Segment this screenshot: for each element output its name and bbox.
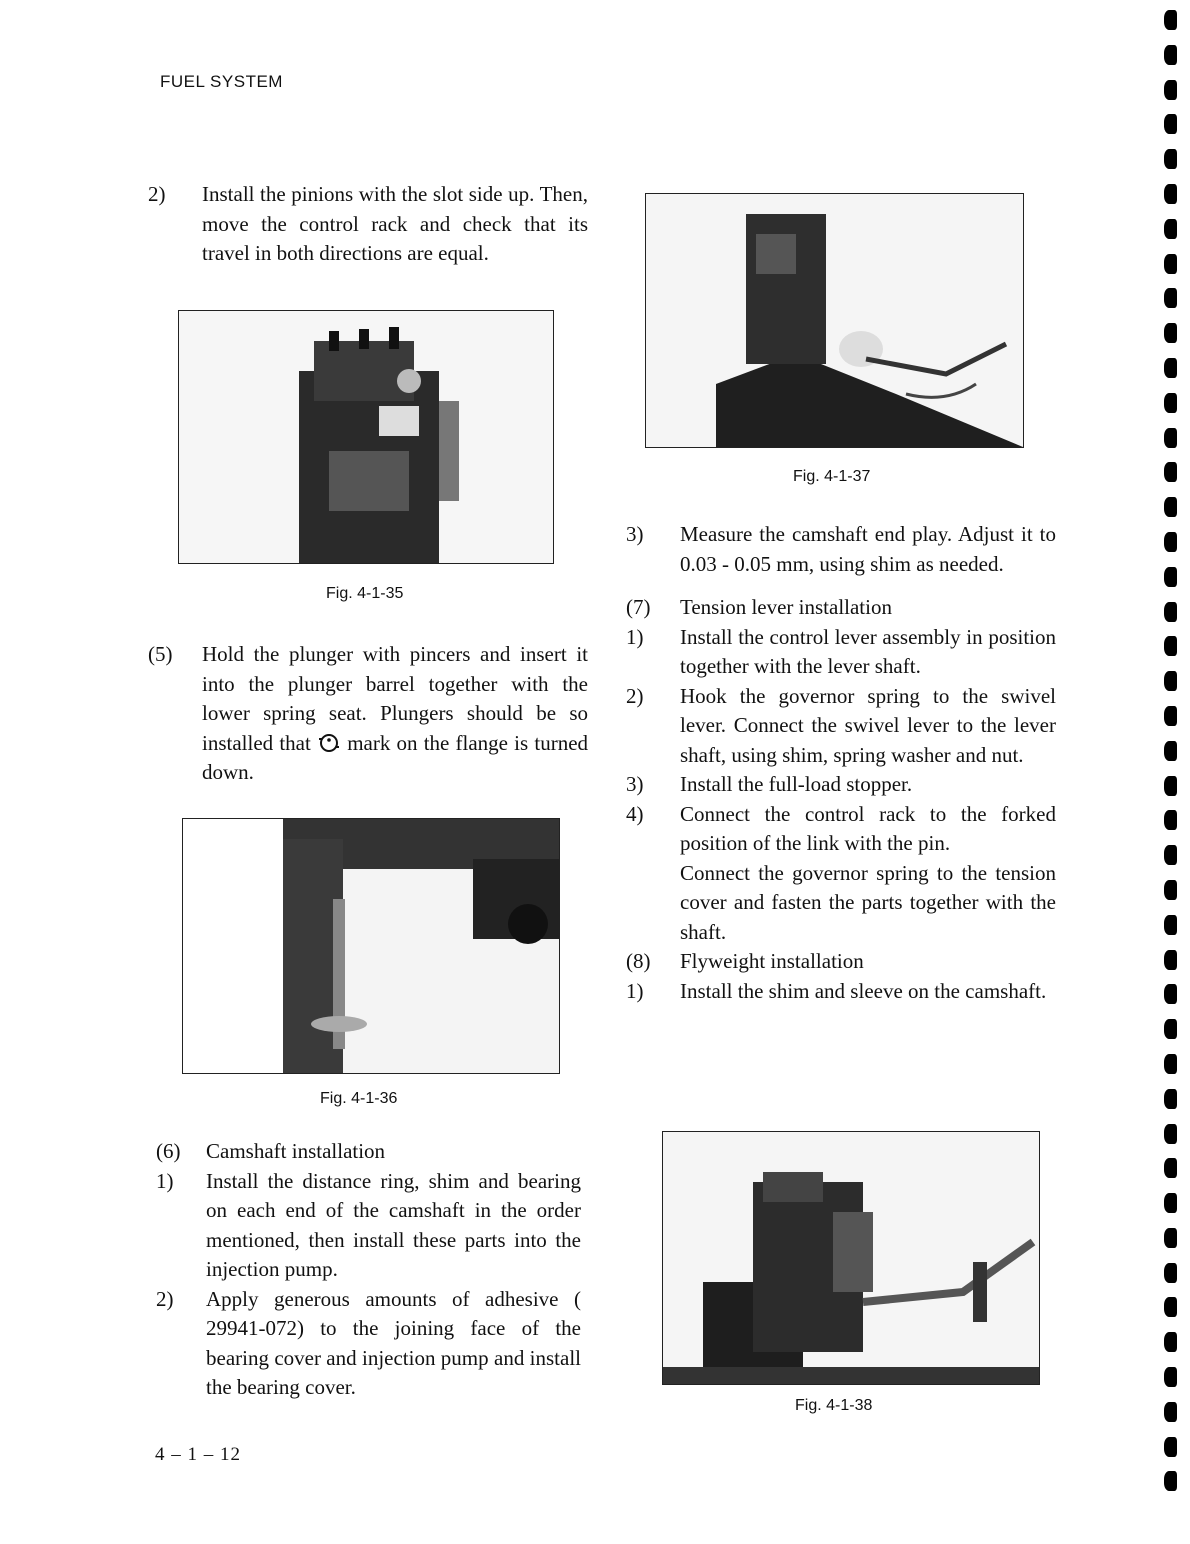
left-column (148, 180, 588, 269)
figure-4-1-35-photo (178, 310, 554, 564)
step-7-3 (626, 770, 1056, 800)
step-text: Flyweight installation (680, 949, 864, 973)
step-text: Install the full-load stopper. (680, 772, 913, 796)
step-7-4-continued (626, 859, 1056, 948)
step-text: Install the control lever assembly in position together with the lever shaft. (680, 624, 1056, 678)
step-3 (626, 520, 1056, 579)
step-8-1 (626, 977, 1056, 1007)
step-text: Measure the camshaft end play. Adjust it to 0.03 - 0.05 mm, using shim as needed. (680, 522, 1056, 576)
step-text-part: mark on the flange is turned down. (202, 730, 589, 784)
figure-caption: Fig. 4-1-38 (795, 1397, 873, 1414)
section-header: FUEL SYSTEM (160, 72, 283, 91)
step-5 (148, 640, 588, 788)
step-text (202, 640, 588, 788)
step-text: Hook the governor spring to the swivel lever. Connect the swivel lever to the lever shaft, using shim, spring washer and nut. (680, 683, 1056, 767)
step-number: 2) (148, 182, 166, 206)
step-number: 1) (626, 978, 644, 1003)
flange-mark-icon (317, 733, 341, 753)
step-text: Tension lever installation (680, 595, 892, 619)
figure-caption: Fig. 4-1-36 (320, 1090, 398, 1107)
step-number: 2) (156, 1286, 174, 1311)
step-text: Apply generous amounts of adhesive ( 29941-072) to the joining face of the bearing cover and injection pump and install the bearing cover. (206, 1286, 581, 1399)
step-text: Install the distance ring, shim and bearing on each end of the camshaft in the order mentioned, then install these parts into the injection pump. (206, 1168, 581, 1281)
step-7-4 (626, 800, 1056, 859)
step-6-2 (156, 1285, 581, 1403)
step-6 (156, 1137, 581, 1167)
step-2 (148, 180, 588, 269)
step-text: Connect the governor spring to the tension cover and fasten the parts together with the shaft. (680, 860, 1056, 944)
step-number: (7) (626, 595, 651, 619)
step-number: 3) (626, 522, 644, 546)
step-text: Install the shim and sleeve on the camshaft. (680, 978, 1047, 1003)
step-number: 1) (626, 624, 644, 649)
step-number: 2) (626, 683, 644, 708)
step-6-1 (156, 1167, 581, 1285)
binding-edge-marks (1164, 10, 1180, 1530)
step-text: Install the pinions with the slot side up. Then, move the control rack and check that its travel in both directions are equal. (202, 182, 588, 265)
step-number: 1) (156, 1168, 174, 1193)
figure-4-1-37-photo (645, 193, 1024, 448)
step-7 (626, 593, 1056, 623)
step-text: Connect the control rack to the forked position of the link with the pin. (680, 801, 1056, 855)
figure-4-1-36-photo (182, 818, 560, 1074)
step-8 (626, 947, 1056, 977)
figure-4-1-38-photo (662, 1131, 1040, 1385)
figure-caption: Fig. 4-1-37 (793, 468, 871, 485)
step-number: (8) (626, 949, 651, 973)
step-text-part: Hold the plunger with pincers and insert it into the plunger barrel together with the lower spring seat. Plungers should be so installed that (202, 642, 588, 755)
left-column-bottom (156, 1137, 581, 1403)
step-7-1 (626, 623, 1056, 682)
right-column (626, 520, 1056, 1006)
step-7-2 (626, 682, 1056, 771)
step-number: (6) (156, 1139, 181, 1163)
step-number: (5) (148, 642, 173, 666)
step-number: 3) (626, 772, 644, 796)
page-number: 4 – 1 – 12 (155, 1444, 241, 1465)
step-text: Camshaft installation (206, 1139, 386, 1163)
step-number: 4) (626, 801, 644, 826)
left-column-middle (148, 640, 588, 788)
figure-caption: Fig. 4-1-35 (326, 585, 404, 602)
